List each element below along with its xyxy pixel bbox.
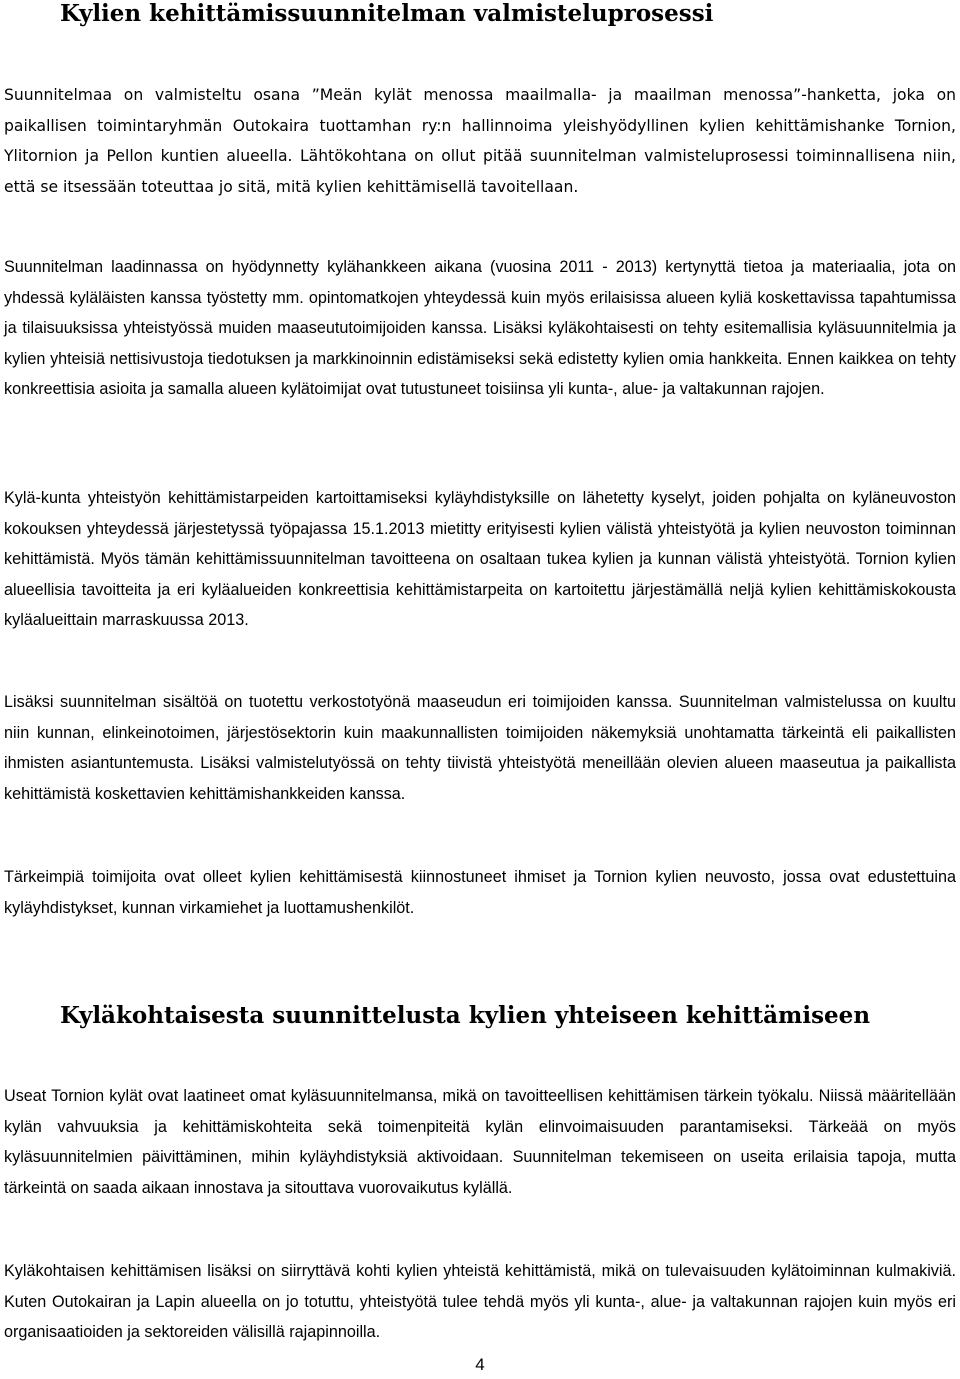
page-title: Kylien kehittämissuunnitelman valmisteluprosessi	[60, 0, 714, 27]
paragraph: Useat Tornion kylät ovat laatineet omat kyläsuunnitelmansa, mikä on tavoitteellisen kehittämisen tärkein työkalu. Niissä määritellään kylän vahvuuksia ja kehittämiskohteita sekä toimenpiteitä kylän elinvoimaisuuden parantamiseksi. Tärkeää on myös kyläsuunnitelmien päivittäminen, mihin kyläyhdistyksiä aktivoidaan. Suunnitelman tekemiseen on useita erilaisia tapoja, mutta tärkeintä on saada aikaan innostava ja sitouttava vuorovaikutus kylällä.	[4, 1087, 956, 1197]
section-title: Kyläkohtaisesta suunnittelusta kylien yhteiseen kehittämiseen	[60, 1002, 871, 1029]
paragraph: Kylä-kunta yhteistyön kehittämistarpeiden kartoittamiseksi kyläyhdistyksille on lähetetty kyselyt, joiden pohjalta on kyläneuvoston kokouksen yhteydessä järjestetyssä työpajassa 15.1.2013 mietitty erityisesti kylien välistä yhteistyötä ja kylien neuvoston toiminnan kehittämistä. Myös tämän kehittämissuunnitelman tavoitteena on osaltaan tukea kylien ja kunnan välistä yhteistyötä. Tornion kylien alueellisia tavoitteita ja eri kyläalueiden konkreettisia kehittämistarpeita on kartoitettu järjestämällä neljä kylien kehittämiskokousta kyläalueittain marraskuussa 2013.	[4, 489, 956, 630]
paragraph: Suunnitelman laadinnassa on hyödynnetty kylähankkeen aikana (vuosina 2011 - 2013) kertynyttä tietoa ja materiaalia, jota on yhdessä kyläläisten kanssa työstetty mm. opintomatkojen yhteydessä kuin myös erilaisissa alueen kyliä koskettavissa tapahtumissa ja tilaisuuksissa yhteistyössä muiden maaseututoimijoiden kanssa. Lisäksi kyläkohtaisesti on tehty esitemallisia kyläsuunnitelmia ja kylien yhteisiä nettisivustoja tiedotuksen ja markkinoinnin edistämiseksi sekä edistetty kylien omia hankkeita. Ennen kaikkea on tehty konkreettisia asioita ja samalla alueen kylätoimijat ovat tutustuneet toisiinsa yli kunta-, alue- ja valtakunnan rajojen.	[4, 258, 956, 399]
paragraph: Suunnitelmaa on valmisteltu osana ”Meän kylät menossa maailmalla- ja maailman menossa”-hanketta, joka on paikallisen toimintaryhmän Outokaira tuottamhan ry:n hallinnoima yleishyödyllinen kylien kehittämishanke Tornion, Ylitornion ja Pellon kuntien alueella. Lähtökohtana on ollut pitää suunnitelman valmisteluprosessi toiminnallisena niin, että se itsessään toteuttaa jo sitä, mitä kylien kehittämisellä tavoitellaan.	[4, 86, 956, 196]
page-number: 4	[475, 1355, 485, 1374]
paragraph: Lisäksi suunnitelman sisältöä on tuotettu verkostotyönä maaseudun eri toimijoiden kanssa. Suunnitelman valmistelussa on kuultu niin kunnan, elinkeinotoimen, järjestösektorin kuin maakunnallisten toimijoiden näkemyksiä unohtamatta tärkeintä eli paikallisten ihmisten asiantuntemusta. Lisäksi valmistelutyössä on tehty tiivistä yhteistyötä meneillään olevien alueen maaseutua ja paikallista kehittämistä koskettavien kehittämishankkeiden kanssa.	[4, 693, 956, 803]
paragraph: Tärkeimpiä toimijoita ovat olleet kylien kehittämisestä kiinnostuneet ihmiset ja Tornion kylien neuvosto, jossa ovat edustettuina kyläyhdistykset, kunnan virkamiehet ja luottamushenkilöt.	[4, 868, 956, 917]
paragraph: Kyläkohtaisen kehittämisen lisäksi on siirryttävä kohti kylien yhteistä kehittämistä, mikä on tulevaisuuden kylätoiminnan kulmakiviä. Kuten Outokairan ja Lapin alueella on jo totuttu, yhteistyötä tulee tehdä myös yli kunta-, alue- ja valtakunnan rajojen kuin myös eri organisaatioiden ja sektoreiden välisillä rajapinnoilla.	[4, 1262, 956, 1342]
